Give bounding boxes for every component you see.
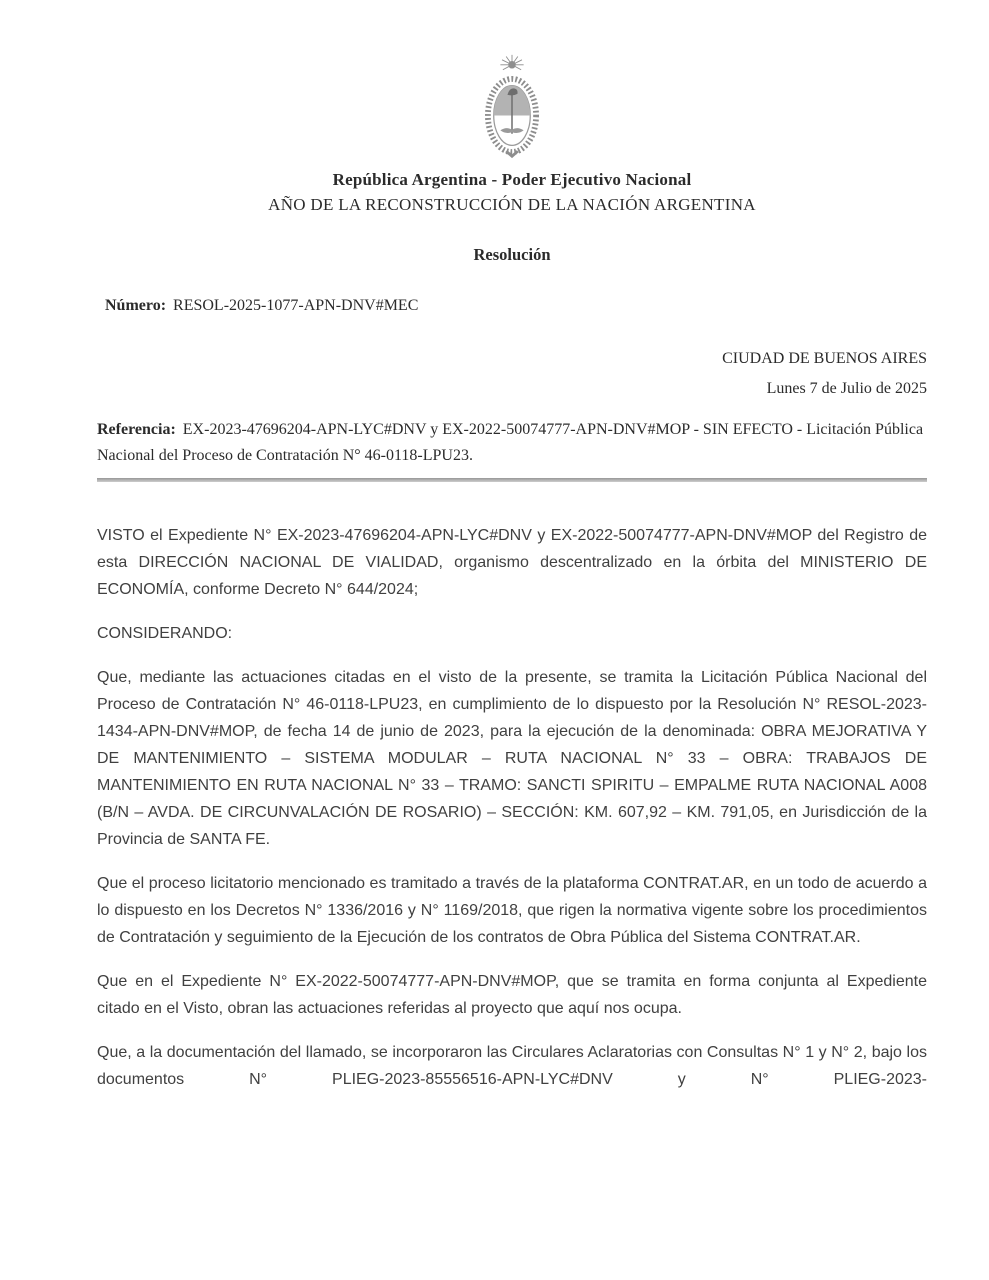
document-body [97,522,927,1093]
date-line: Lunes 7 de Julio de 2025 [766,380,927,397]
divider-rule [97,478,927,482]
paragraph-visto: VISTO el Expediente N° EX-2023-47696204-APN-LYC#DNV y EX-2022-50074777-APN-DNV#MOP del Registro de esta DIRECCIÓN NACIONAL DE VIALIDAD, organismo descentralizado en la órbita del MINISTERIO DE ECONOMÍA, conforme Decreto N° 644/2024; [97,527,927,598]
reference-label: Referencia: [97,421,176,438]
number-row [97,295,927,316]
paragraph-que-licitacion: Que, mediante las actuaciones citadas en el visto de la presente, se tramita la Licitación Pública Nacional del Proceso de Contratación N° 46-0118-LPU23, en cumplimiento de lo dispuesto por la Resolución N° RESOL-2023-1434-APN-DNV#MOP, de fecha 14 de junio de 2023, para la ejecución de la denominada: OBRA MEJORATIVA Y DE MANTENIMIENTO – SISTEMA MODULAR – RUTA NACIONAL N° 33 – OBRA: TRABAJOS DE MANTENIMIENTO EN RUTA NACIONAL N° 33 – TRAMO: SANCTI SPIRITU – EMPALME RUTA NACIONAL A008 (B/N – AVDA. DE CIRCUNVALACIÓN DE ROSARIO) – SECCIÓN: KM. 607,92 – KM. 791,05, en Jurisdicción de la Provincia de SANTA FE. [97,669,927,848]
sun-disc [508,61,515,68]
paragraph-que-expediente: Que en el Expediente N° EX-2022-50074777-APN-DNV#MOP, que se tramita en forma conjunta al Expediente citado en el Visto, obran las actuaciones referidas al proyecto que aquí nos ocupa. [97,973,927,1017]
doc-type-title: Resolución [473,245,551,264]
header-org-line: República Argentina - Poder Ejecutivo Nacional [332,170,692,189]
coat-of-arms-icon [470,54,554,162]
number-label: Número: [105,297,167,314]
reference-text: EX-2023-47696204-APN-LYC#DNV y EX-2022-50074777-APN-DNV#MOP - SIN EFECTO - Licitación Pública Nacional del Proceso de Contratación N° 46-0118-LPU23. [97,421,924,464]
number-value: RESOL-2025-1077-APN-DNV#MEC [173,297,419,314]
reference-block [97,417,927,469]
document-content [97,0,927,1093]
liberty-pike [511,94,512,134]
paragraph-que-contratar: Que el proceso licitatorio mencionado es tramitado a través de la plataforma CONTRAT.AR, en un todo de acuerdo a lo dispuesto en los Decretos N° 1336/2016 y N° 1169/2018, que rigen la normativa vigente sobre los procedimientos de Contratación y seguimiento de la Ejecución de los contratos de Obra Pública del Sistema CONTRAT.AR. [97,875,927,946]
city-line: CIUDAD DE BUENOS AIRES [722,350,927,367]
argentina-coat-of-arms [97,0,927,167]
header-year-line: AÑO DE LA RECONSTRUCCIÓN DE LA NACIÓN ARGENTINA [268,195,756,214]
paragraph-que-circulares: Que, a la documentación del llamado, se incorporaron las Circulares Aclaratorias con Consultas N° 1 y N° 2, bajo los documentos N° PLIEG-2023-85556516-APN-LYC#DNV y N° PLIEG-2023- [97,1044,927,1088]
paragraph-considerando: CONSIDERANDO: [97,625,233,642]
